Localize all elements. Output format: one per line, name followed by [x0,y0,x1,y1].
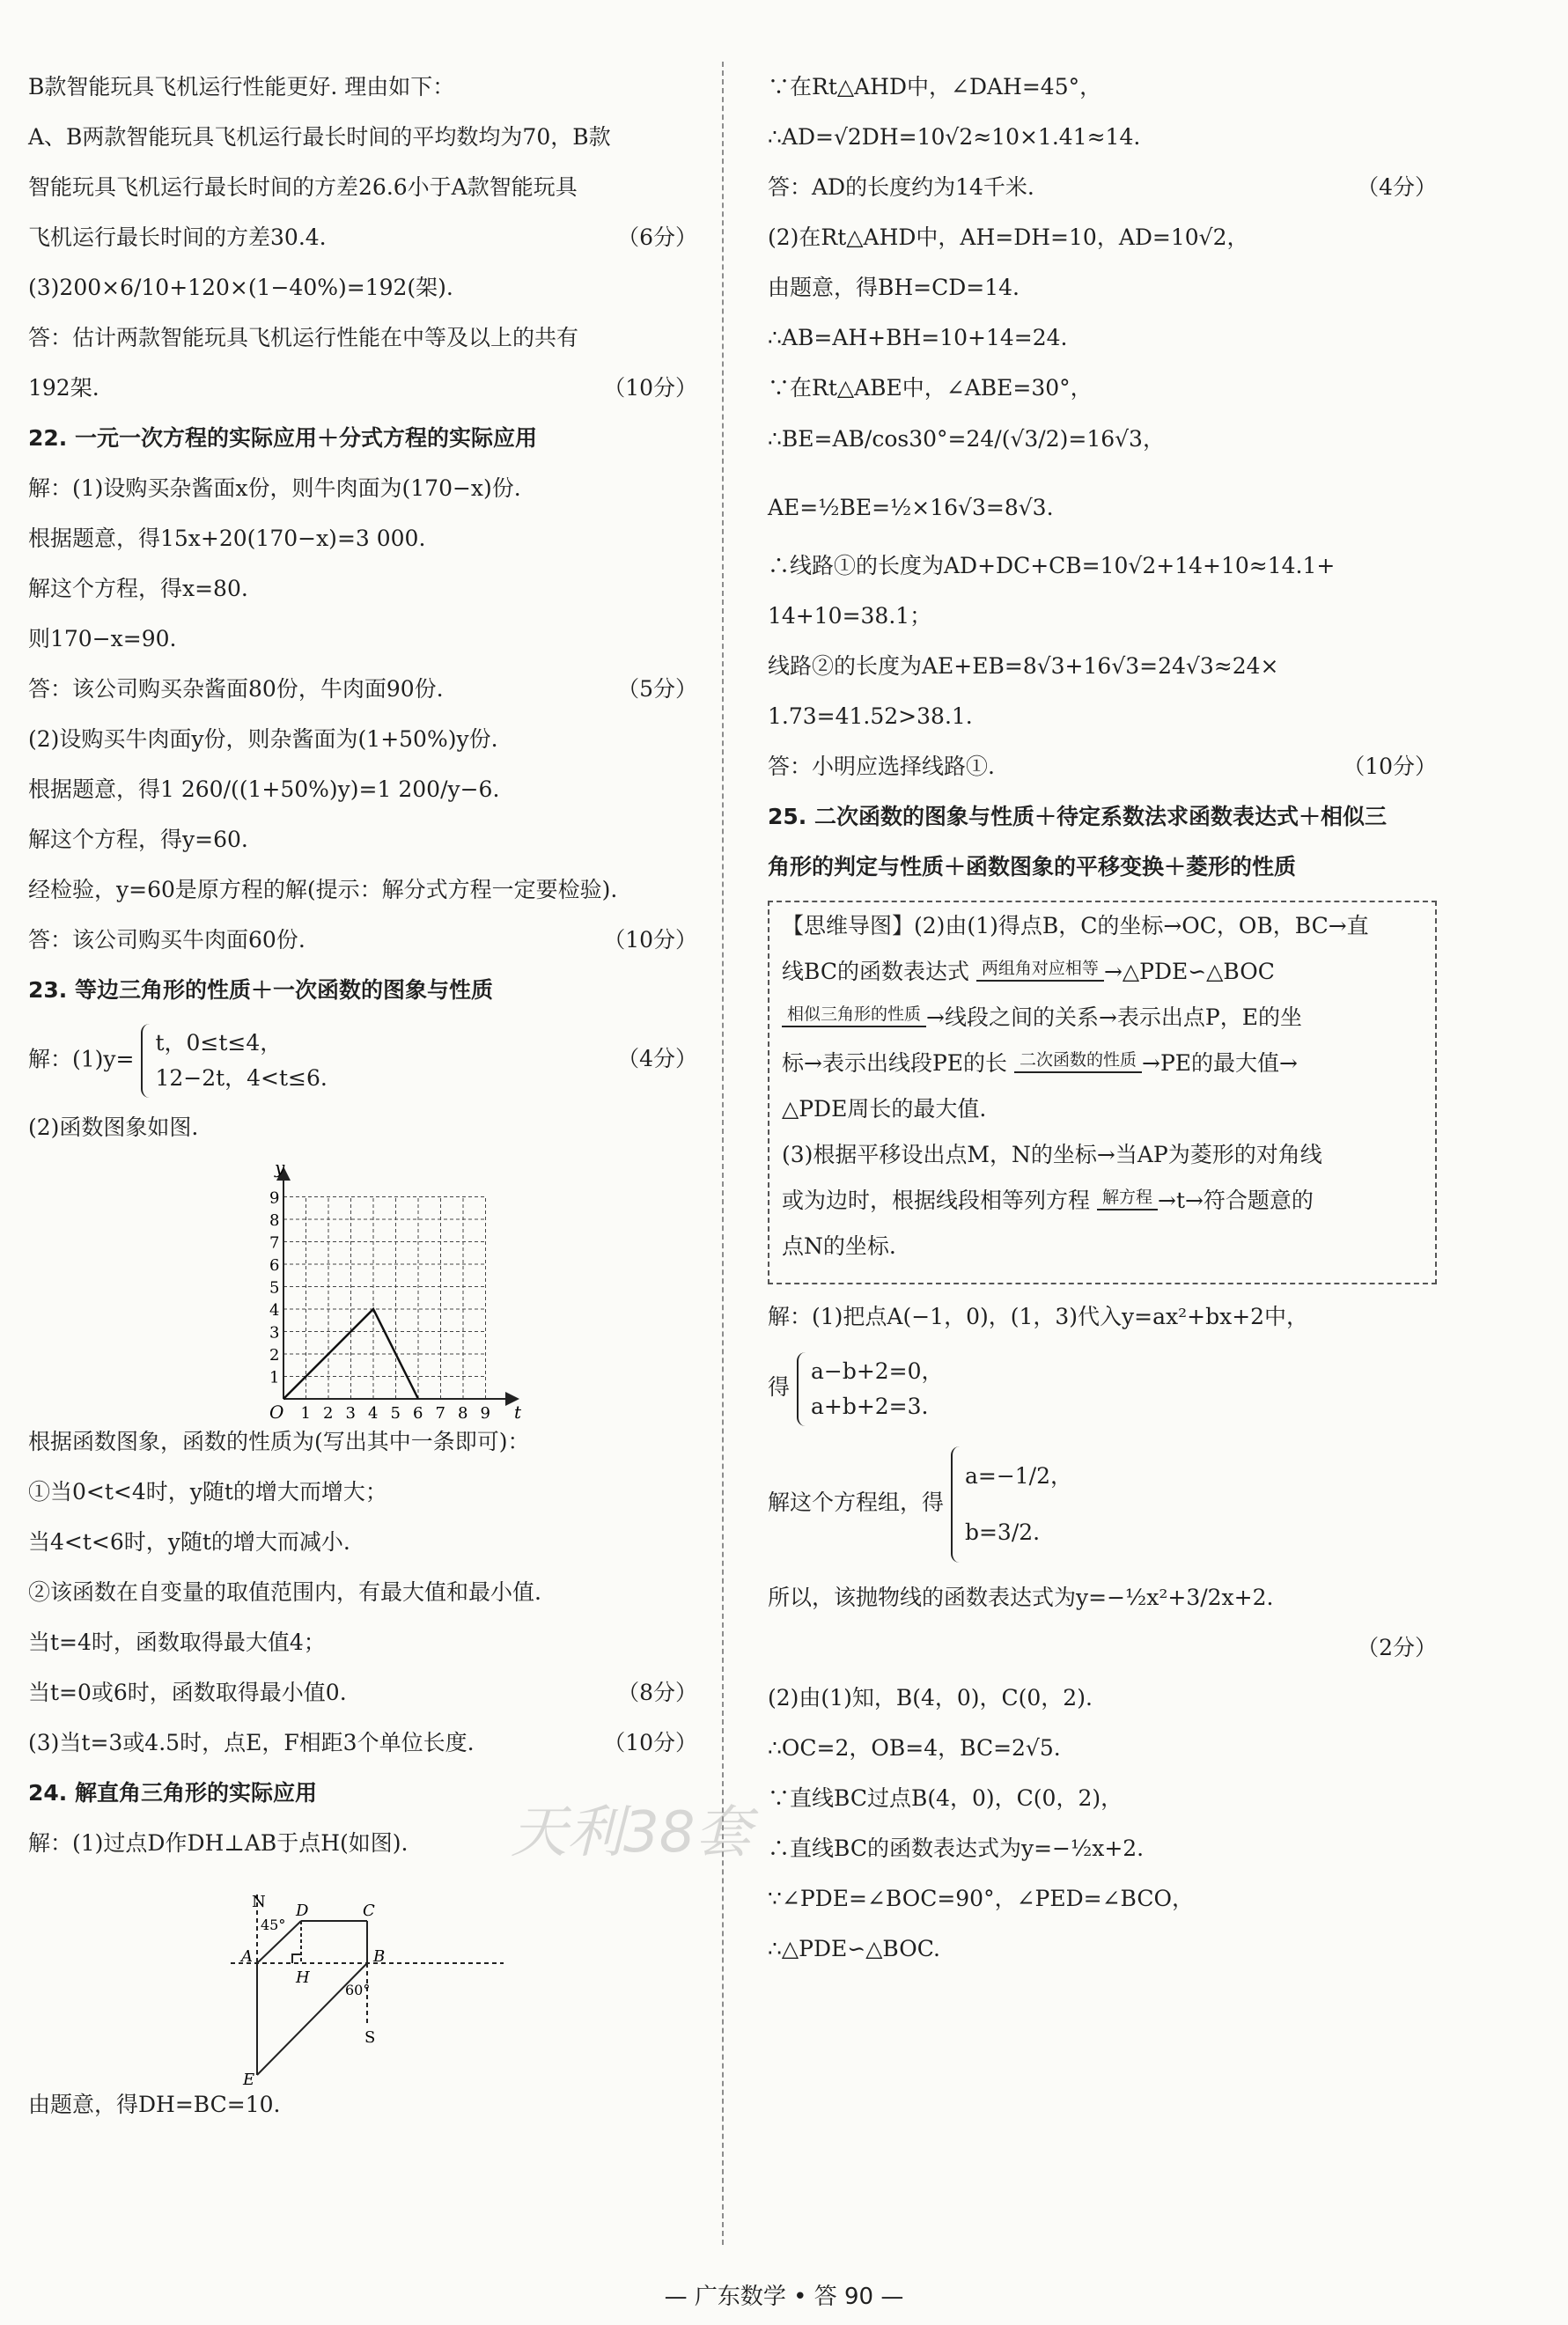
text-line: 答：AD的长度约为14千米. （4分） [768,171,1437,204]
angle-label: 60° [345,1982,371,1998]
text-line: 答：小明应选择线路①. （10分） [768,750,1437,784]
text-line: (2)由(1)知，B(4，0)，C(0，2). [768,1685,1093,1711]
point-label: A [241,1947,253,1966]
text-line: 根据函数图象，函数的性质为(写出其中一条即可)： [28,1429,530,1454]
x-axis-label: t [514,1402,522,1423]
text-line: ∴△PDE∽△BOC. [768,1936,940,1961]
text-line: 则170−x=90. [28,626,177,651]
text-line: 点N的坐标. [782,1233,896,1259]
function-graph [28,1161,697,1425]
text-line: ②该函数在自变量的取值范围内，有最大值和最小值. [28,1579,541,1605]
text-line: 答：估计两款智能玩具飞机运行性能在中等及以上的共有 [28,325,579,350]
text-line: 当t=4时，函数取得最大值4； [28,1630,326,1655]
text-line: ∴OC=2，OB=4，BC=2√5. [768,1735,1061,1761]
score-label: （5分） [617,676,697,702]
text-line: (2)设购买牛肉面y份，则杂酱面为(1+50%)y份. [28,726,498,752]
text-line: 智能玩具飞机运行最长时间的方差26.6小于A款智能玩具 [28,174,578,200]
text-line: 解：(1)把点A(−1，0)，(1，3)代入y=ax²+bx+2中， [768,1304,1309,1329]
piecewise-cases: t，0≤t≤4， 12−2t，4<t≤6. [141,1024,327,1098]
y-tick-label: 7 [269,1233,280,1253]
text-line: 192架. （10分） [28,372,697,405]
score-label: （4分） [1357,174,1437,200]
question-23-title: 23. 等边三角形的性质＋一次函数的图象与性质 [28,977,493,1003]
score-label: （10分） [603,1730,697,1755]
text-line: ∴线路①的长度为AD+DC+CB=10√2+14+10≈14.1+ [768,553,1336,578]
text-line: (3)当t=3或4.5时，点E，F相距3个单位长度. （10分） [28,1726,697,1760]
text-line: 或为边时，根据线段相等列方程 解方程 →t→符合题意的 [782,1188,1314,1213]
text-line [768,1631,1437,1665]
text-line: ①当0<t<4时，y随t的增大而增大； [28,1479,387,1505]
score-label: （2分） [1357,1635,1437,1660]
y-axis-label: y [275,1161,285,1178]
text-line: AE=½BE=½×16√3=8√3. [768,495,1054,520]
text-line: (3)根据平移设出点M，N的坐标→当AP为菱形的对角线 [782,1142,1322,1167]
score-label: （4分） [617,1046,697,1071]
y-tick-label: 9 [269,1188,280,1208]
score-label: （6分） [617,224,697,250]
text-line: 解这个方程组，得 a=−1/2， b=3/2. [768,1441,1437,1564]
y-tick-label: 2 [269,1346,280,1365]
score-label: （8分） [617,1680,697,1705]
column-divider [722,62,724,2245]
text-line: B款智能玩具飞机运行性能更好. 理由如下： [28,74,455,99]
x-tick-label: 2 [323,1404,334,1423]
text-line: 解：(1)设购买杂酱面x份，则牛肉面为(170−x)份. [28,475,521,501]
point-label: N [252,1893,266,1911]
arrow-label: 两组角对应相等 [976,959,1104,982]
text-line: ∴AD=√2DH=10√2≈10×1.41≈14. [768,124,1141,150]
point-label: B [373,1947,386,1966]
question-22-title: 22. 一元一次方程的实际应用＋分式方程的实际应用 [28,425,537,451]
point-label: C [363,1902,375,1920]
text-line: (3)200×6/10+120×(1−40%)=192(架). [28,275,453,300]
x-tick-label: 9 [480,1404,490,1423]
text-line: 当4<t<6时，y随t的增大而减小. [28,1529,350,1555]
arrow-label: 解方程 [1097,1188,1158,1210]
x-tick-label: 6 [413,1404,423,1423]
text-line: ∵在Rt△AHD中，∠DAH=45°， [768,74,1102,99]
text-line: 线BC的函数表达式 两组角对应相等 →△PDE∽△BOC [782,959,1275,984]
text-line: 经检验，y=60是原方程的解(提示：解分式方程一定要检验). [28,877,618,902]
question-25-title: 25. 二次函数的图象与性质＋待定系数法求函数表达式＋相似三 [768,804,1387,829]
text-line: 答：该公司购买杂酱面80份，牛肉面90份. （5分） [28,673,697,706]
point-label: E [243,2071,255,2088]
text-line: ∵∠PDE=∠BOC=90°，∠PED=∠BCO， [768,1886,1194,1911]
arrow-label: 二次函数的性质 [1014,1050,1142,1073]
y-tick-label: 5 [269,1278,280,1298]
angle-label: 45° [261,1917,286,1933]
mind-map-box [768,901,1437,1284]
text-line: 由题意，得DH=BC=10. [28,2092,281,2117]
text-line: 飞机运行最长时间的方差30.4. （6分） [28,221,697,254]
text-line: ∵在Rt△ABE中，∠ABE=30°， [768,375,1093,401]
text-line: ∴直线BC的函数表达式为y=−½x+2. [768,1836,1145,1861]
x-tick-label: 4 [368,1404,379,1423]
score-label: （10分） [603,375,697,401]
point-label: S [364,2028,376,2047]
question-25-title-cont: 角形的判定与性质＋函数图象的平移变换＋菱形的性质 [768,854,1297,879]
text-line: 解：(1)y= t，0≤t≤4， 12−2t，4<t≤6. （4分） [28,1024,697,1094]
y-tick-label: 3 [269,1323,280,1343]
text-line: (2)在Rt△AHD中，AH=DH=10，AD=10√2， [768,224,1249,250]
text-line: ∴AB=AH+BH=10+14=24. [768,325,1068,350]
text-line: 得 a−b+2=0， a+b+2=3. [768,1350,1437,1424]
text-line: 所以，该抛物线的函数表达式为y=−½x²+3/2x+2. [768,1585,1274,1610]
text-line: 解这个方程，得x=80. [28,576,248,601]
text-line: 当t=0或6时，函数取得最小值0. （8分） [28,1676,697,1710]
x-tick-label: 8 [458,1404,468,1423]
text-line: 线路②的长度为AE+EB=8√3+16√3=24√3≈24× [768,653,1279,679]
text-line: 【思维导图】(2)由(1)得点B，C的坐标→OC，OB，BC→直 [782,913,1369,938]
text-line: 1.73=41.52>38.1. [768,703,973,729]
text-line: 由题意，得BH=CD=14. [768,275,1020,300]
text-line: 解：(1)过点D作DH⊥AB于点H(如图). [28,1830,409,1856]
origin-label: O [269,1402,284,1423]
score-label: （10分） [1343,754,1437,779]
right-column [768,70,1437,1983]
text-line: 相似三角形的性质 →线段之间的关系→表示出点P，E的坐 [782,1001,1423,1034]
text-line: △PDE周长的最大值. [782,1096,987,1122]
text-line: ∵直线BC过点B(4，0)，C(0，2)， [768,1785,1123,1811]
y-tick-label: 8 [269,1211,280,1230]
score-label: （10分） [603,927,697,953]
equation-system: a−b+2=0， a+b+2=3. [797,1352,944,1426]
text-line: 标→表示出线段PE的长 二次函数的性质 →PE的最大值→ [782,1050,1298,1076]
point-label: H [296,1968,310,1987]
text-line: A、B两款智能玩具飞机运行最长时间的平均数均为70，B款 [28,124,611,150]
question-24-title: 24. 解直角三角形的实际应用 [28,1780,317,1806]
x-tick-label: 3 [345,1404,356,1423]
x-tick-label: 5 [390,1404,401,1423]
text-line: 解这个方程，得y=60. [28,827,248,852]
text-line: 答：该公司购买牛肉面60份. （10分） [28,923,697,957]
page-footer: — 广东数学 • 答 90 — [664,2284,904,2310]
y-tick-label: 6 [269,1256,280,1275]
arrow-label: 相似三角形的性质 [782,1004,926,1027]
text-line: 根据题意，得15x+20(170−x)=3 000. [28,526,426,551]
watermark-logo: 天利38套 [511,1800,752,1865]
y-tick-label: 4 [269,1301,280,1320]
geometry-figure [28,1877,697,2088]
text-line: 14+10=38.1； [768,603,932,629]
graph-svg [248,1161,530,1425]
geometry-svg [231,1877,512,2088]
x-tick-label: 1 [300,1404,311,1423]
text-line: ∴BE=AB/cos30°=24/(√3/2)=16√3， [768,426,1165,452]
point-label: D [296,1902,309,1920]
equation-solution: a=−1/2， b=3/2. [951,1446,1072,1563]
y-tick-label: 1 [269,1368,280,1387]
x-tick-label: 7 [435,1404,445,1423]
text-line: 根据题意，得1 260/((1+50%)y)=1 200/y−6. [28,776,500,802]
text-line: (2)函数图象如图. [28,1115,199,1140]
